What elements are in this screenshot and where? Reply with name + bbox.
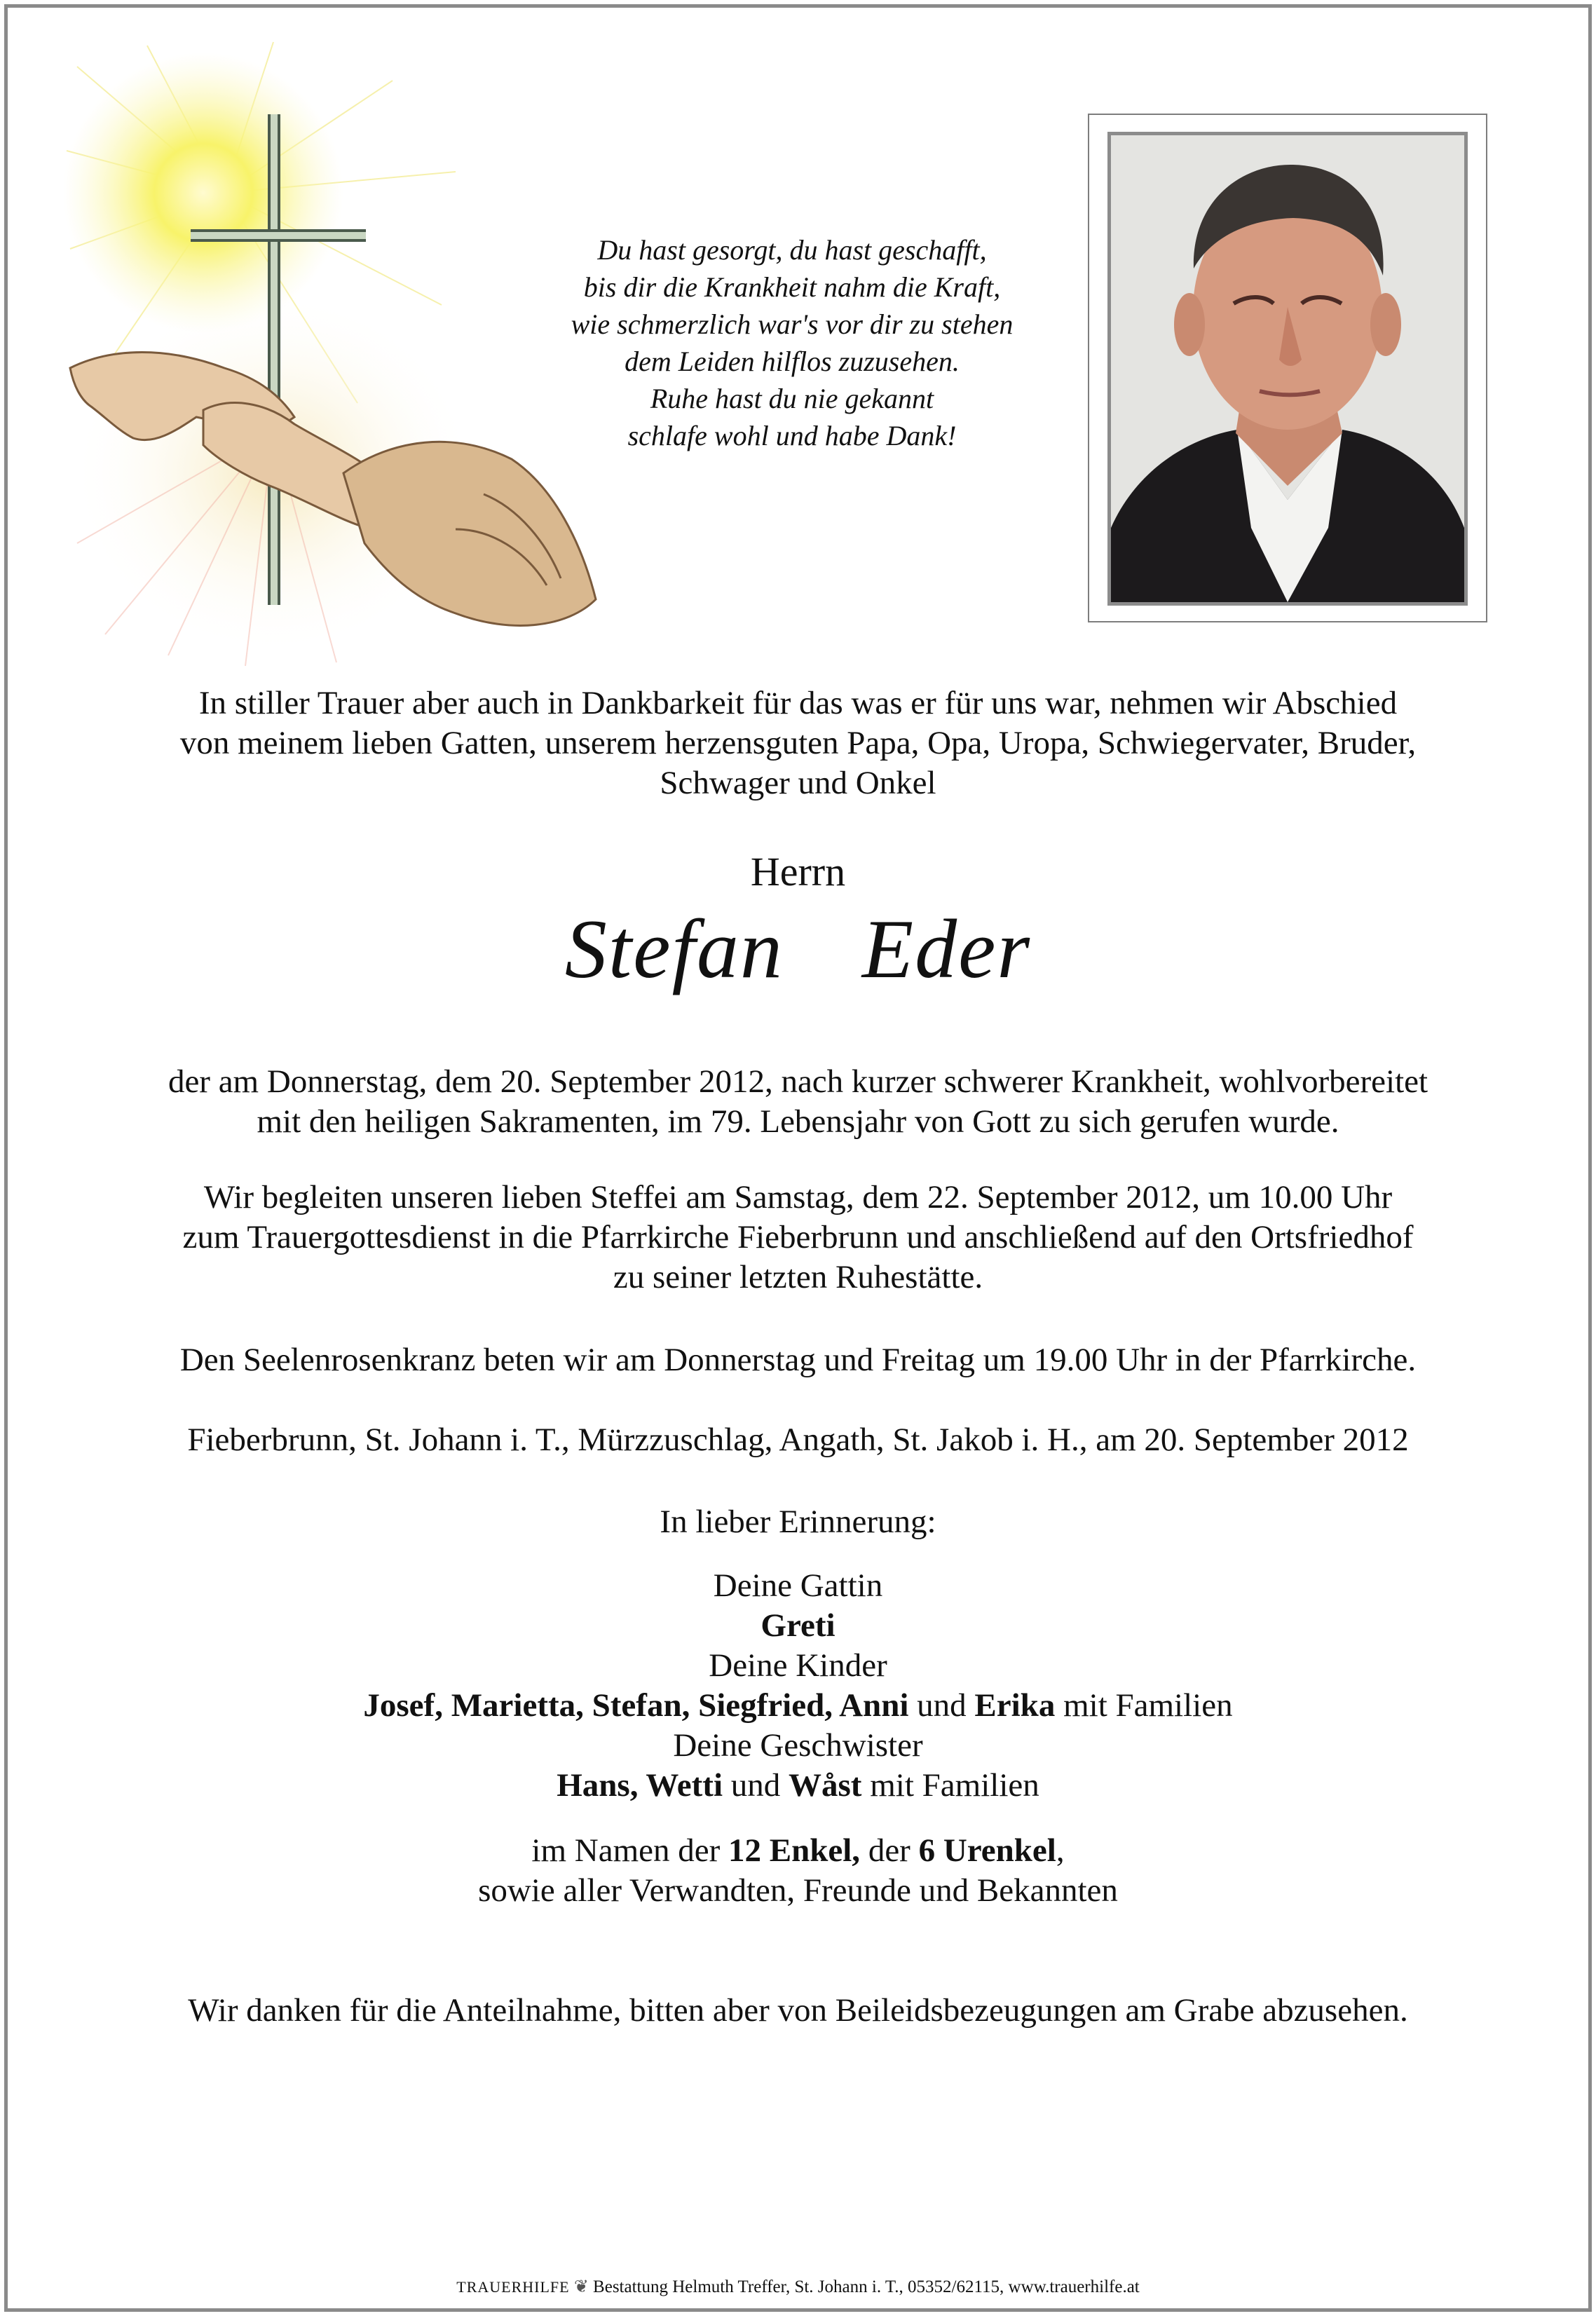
siblings-last: Wåst: [789, 1767, 862, 1804]
death-notice-line: mit den heiligen Sakramenten, im 79. Lebensjahr von Gott zu sich gerufen wurde.: [257, 1103, 1339, 1140]
memorial-poem: [491, 231, 1093, 454]
children-label: Deine Kinder: [709, 1647, 887, 1684]
family-list: [0, 1566, 1596, 1806]
children-last: Erika: [974, 1687, 1056, 1724]
death-notice: [0, 1062, 1596, 1142]
places-date: Fieberbrunn, St. Johann i. T., Mürzzuschlag, Angath, St. Jakob i. H., am 20. September 2012: [187, 1422, 1409, 1458]
intro-paragraph: [0, 683, 1596, 803]
grandchildren-count: 12 Enkel,: [728, 1832, 861, 1869]
wife-name: Greti: [761, 1607, 835, 1644]
grandchildren-mid: der: [860, 1832, 919, 1869]
poem-line: schlafe wohl und habe Dank!: [627, 420, 957, 451]
funeral-line: zu seiner letzten Ruhestätte.: [613, 1259, 983, 1295]
footer: [0, 2276, 1596, 2297]
funeral-line: Wir begleiten unseren lieben Steffei am Samstag, dem 22. September 2012, um 10.00 Uhr: [203, 1179, 1393, 1215]
thanks-note: Wir danken für die Anteilnahme, bitten aber von Beileidsbezeugungen am Grabe abzusehen.: [188, 1992, 1408, 2029]
wife-label: Deine Gattin: [713, 1567, 883, 1604]
others-line: sowie aller Verwandten, Freunde und Bekannten: [478, 1872, 1118, 1909]
grandchildren-end: ,: [1056, 1832, 1065, 1869]
memory-heading: In lieber Erinnerung:: [660, 1504, 936, 1540]
poem-line: Du hast gesorgt, du hast geschafft,: [597, 234, 987, 266]
poem-line: dem Leiden hilflos zuzusehen.: [625, 346, 960, 377]
rosary-notice: Den Seelenrosenkranz beten wir am Donnerstag und Freitag um 19.00 Uhr in der Pfarrkirche.: [179, 1342, 1417, 1378]
grandchildren-prefix: im Namen der: [531, 1832, 729, 1869]
footer-brand: TRAUERHILFE: [456, 2278, 570, 2296]
intro-line: von meinem lieben Gatten, unserem herzensguten Papa, Opa, Uropa, Schwiegervater, Bruder,: [179, 725, 1417, 761]
conjunction: und: [723, 1767, 789, 1804]
intro-line: In stiller Trauer aber auch in Dankbarkeit für das was er für uns war, nehmen wir Abschied: [198, 685, 1398, 721]
siblings-label: Deine Geschwister: [673, 1727, 923, 1764]
poem-line: wie schmerzlich war's vor dir zu stehen: [571, 308, 1014, 340]
siblings-suffix: mit Familien: [861, 1767, 1039, 1804]
great-grandchildren-count: 6 Urenkel: [918, 1832, 1056, 1869]
right-ear: [1370, 293, 1401, 356]
intro-line: Schwager und Onkel: [660, 765, 936, 801]
portrait-photo: [1107, 132, 1468, 606]
death-notice-line: der am Donnerstag, dem 20. September 2012, nach kurzer schwerer Krankheit, wohlvorbereitet: [168, 1063, 1428, 1100]
leaf-icon: ❦: [573, 2277, 589, 2296]
portrait-frame: [1088, 114, 1487, 622]
salutation: Herrn: [750, 849, 846, 894]
children-list: Josef, Marietta, Stefan, Siegfried, Anni: [363, 1687, 909, 1724]
funeral-line: zum Trauergottesdienst in die Pfarrkirche Fieberbrunn und anschließend auf den Ortsfriedhof: [182, 1219, 1414, 1255]
siblings-names: [0, 1766, 1596, 1806]
portrait-image: [1111, 135, 1464, 602]
funeral-details: [0, 1178, 1596, 1297]
sun: [63, 53, 343, 333]
grandchildren-line: [0, 1831, 1596, 1871]
children-suffix: mit Familien: [1055, 1687, 1233, 1724]
footer-text: Bestattung Helmuth Treffer, St. Johann i. T., 05352/62115, www.trauerhilfe.at: [593, 2277, 1140, 2296]
poem-line: Ruhe hast du nie gekannt: [650, 383, 934, 414]
siblings-list: Hans, Wetti: [557, 1767, 723, 1804]
poem-line: bis dir die Krankheit nahm die Kraft,: [583, 271, 1001, 303]
conjunction: und: [908, 1687, 975, 1724]
left-ear: [1174, 293, 1205, 356]
children-names: [0, 1686, 1596, 1726]
extended-family: [0, 1831, 1596, 1911]
deceased-name: Stefan Eder: [564, 902, 1032, 995]
